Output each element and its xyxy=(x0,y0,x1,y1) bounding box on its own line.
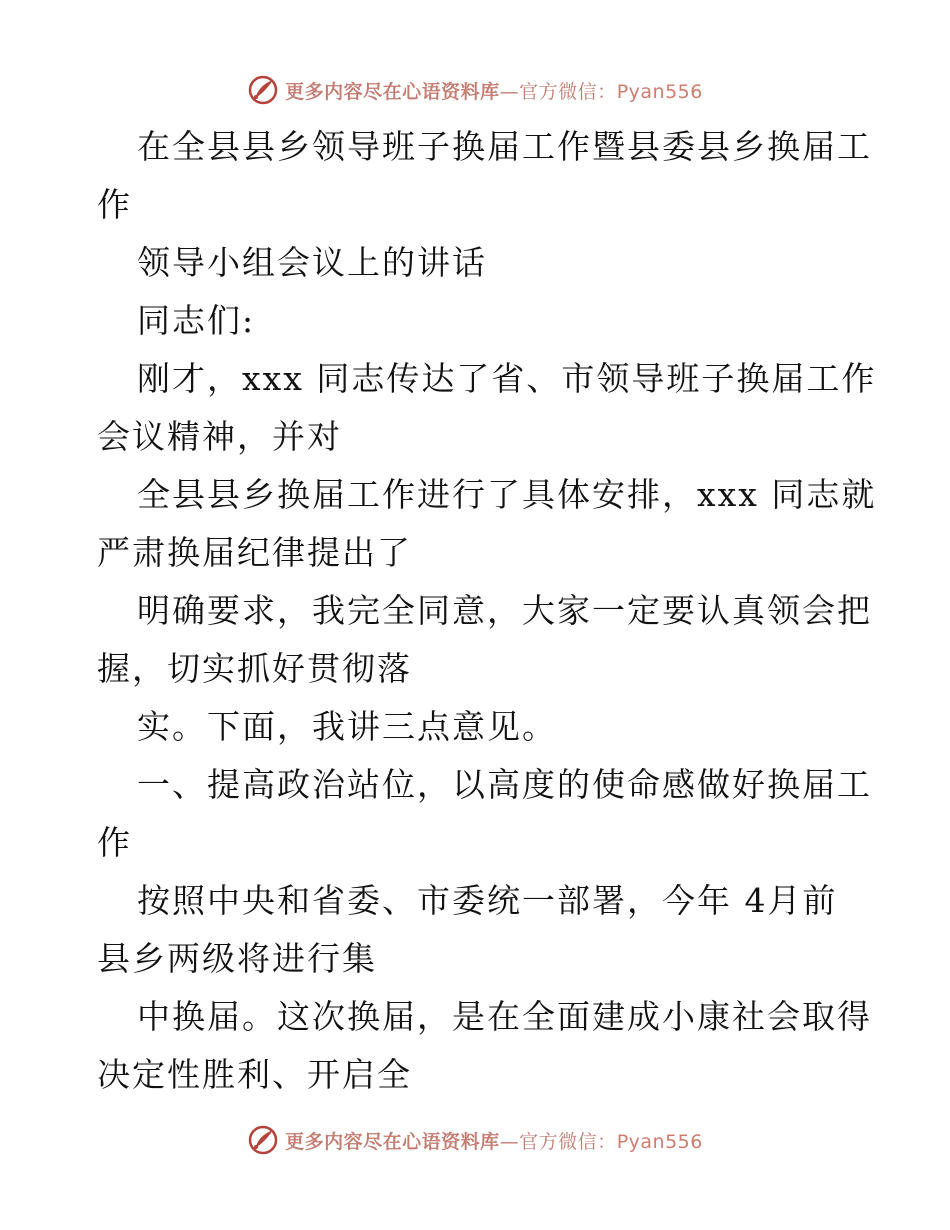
watermark-text xyxy=(285,77,703,104)
text-line: 刚才，xxx 同志传达了省、市领导班子换届工作 xyxy=(137,359,877,398)
quill-logo-icon xyxy=(247,1124,279,1156)
text-line: 全县县乡换届工作进行了具体安排，xxx 同志就 xyxy=(137,475,877,514)
watermark-main: 更多内容尽在心语资料库 xyxy=(285,80,500,103)
text-line: 作 xyxy=(97,185,132,224)
quill-logo-icon xyxy=(247,74,279,106)
text-line: 决定性胜利、开启全 xyxy=(97,1055,412,1094)
text-line: 会议精神，并对 xyxy=(97,417,342,456)
watermark-text xyxy=(285,1127,703,1154)
watermark-main: 更多内容尽在心语资料库 xyxy=(285,1130,500,1153)
watermark-separator: —官方微信： xyxy=(499,1130,617,1153)
text-line: 实。下面，我讲三点意见。 xyxy=(137,707,557,746)
footer-watermark xyxy=(0,1120,950,1160)
watermark-separator: —官方微信： xyxy=(499,80,617,103)
watermark-id: Pyan556 xyxy=(616,1130,703,1153)
text-line: 明确要求，我完全同意，大家一定要认真领会把 xyxy=(137,591,872,630)
text-line: 作 xyxy=(97,823,132,862)
watermark-id: Pyan556 xyxy=(616,80,703,103)
text-line: 握，切实抓好贯彻落 xyxy=(97,649,412,688)
text-line: 按照中央和省委、市委统一部署，今年 4月前 xyxy=(137,881,838,920)
text-line: 在全县县乡领导班子换届工作暨县委县乡换届工 xyxy=(137,127,872,166)
text-line: 领导小组会议上的讲话 xyxy=(137,243,487,282)
text-line: 严肃换届纪律提出了 xyxy=(97,533,412,572)
text-line: 一、提高政治站位，以高度的使命感做好换届工 xyxy=(137,765,872,804)
text-line: 县乡两级将进行集 xyxy=(97,939,377,978)
document-body xyxy=(97,118,877,1104)
text-line: 中换届。这次换届，是在全面建成小康社会取得 xyxy=(137,997,872,1036)
header-watermark xyxy=(0,70,950,110)
text-line: 同志们: xyxy=(137,301,256,340)
